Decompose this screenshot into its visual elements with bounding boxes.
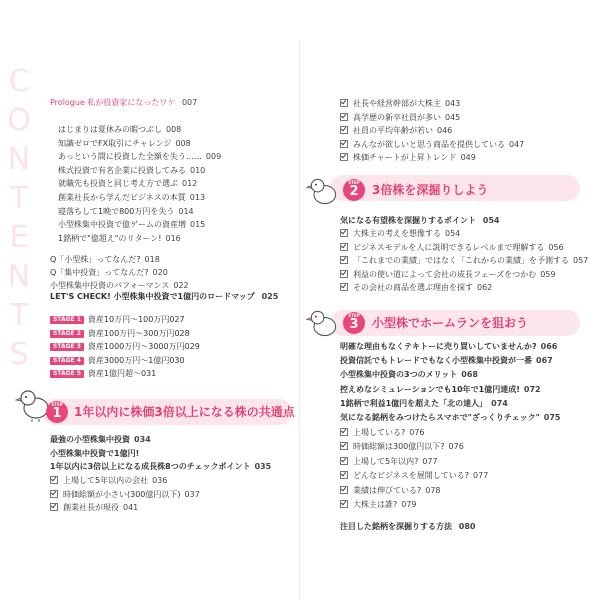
- checkbox-icon: [340, 442, 348, 450]
- step-number: 1: [52, 406, 62, 421]
- entry-page: 022: [173, 281, 189, 290]
- toc-entry: [58, 139, 191, 149]
- checkbox-icon: [340, 283, 348, 291]
- entry-label: 就職先も投資と同じ考え方で選ぶ: [58, 179, 178, 189]
- entry-page: 079: [401, 500, 417, 509]
- toc-check-entry: [340, 282, 492, 293]
- entry-label: 高学歴の新卒社員が多い: [353, 112, 441, 122]
- entry-page: 043: [445, 99, 461, 108]
- entry-label: 1銘柄で"億超え"のリターン!: [58, 233, 162, 243]
- step1-badge: [46, 401, 68, 423]
- entry-page: 012: [182, 179, 198, 189]
- entry-page: 077: [473, 471, 489, 481]
- entry-label: 「これまでの業績」ではなく「これからの業績」を予測する: [353, 256, 569, 266]
- step-number: 3: [349, 317, 359, 332]
- toc-entry: [340, 413, 560, 423]
- checkbox-icon: [50, 490, 58, 498]
- entry-page: 059: [540, 269, 556, 279]
- entry-label: 社員の平均年齢が若い: [353, 126, 433, 136]
- toc-check-entry: [340, 139, 524, 150]
- entry-label: 注目した銘柄を深掘りする方法: [340, 522, 452, 531]
- entry-page: 014: [178, 206, 194, 216]
- entry-page: 031: [140, 369, 157, 379]
- entry-page: 054: [482, 216, 500, 225]
- entry-page: 018: [144, 255, 160, 264]
- entry-page: 010: [190, 165, 206, 175]
- entry-label: 小型株集中投資で億ゲームの資産増: [58, 220, 186, 230]
- entry-page: 072: [523, 384, 541, 394]
- entry-label: 小型株集中投資で1億円!: [50, 448, 140, 458]
- entry-page: 037: [184, 489, 200, 499]
- entry-page: 075: [543, 413, 561, 422]
- entry-page: 066: [540, 342, 558, 351]
- toc-check-entry: [340, 242, 564, 253]
- entry-label: 上場して5年以内の会社: [63, 476, 149, 485]
- toc-check-entry: [340, 499, 417, 510]
- contents-watermark: CONTENTS: [7, 64, 33, 372]
- toc-check-entry: [340, 485, 441, 496]
- entry-label: 資産3000万円〜1億円: [87, 355, 170, 365]
- toc-entry-lets-check: [50, 292, 278, 302]
- page-gutter: [299, 40, 300, 600]
- entry-label: 資産10万円〜100万円: [87, 315, 170, 324]
- toc-entry: [340, 356, 553, 366]
- step-number: 2: [349, 184, 359, 199]
- entry-page: 016: [165, 233, 181, 243]
- entry-label: 上場して5年以内?: [353, 456, 419, 466]
- entry-label: その会社の商品を選ぶ理由を探す: [353, 283, 473, 293]
- toc-check-entry: [340, 427, 425, 438]
- entry-page: 036: [152, 476, 168, 485]
- entry-page: 076: [448, 442, 464, 452]
- entry-label: 1年以内に3倍以上になる成長株8つのチェックポイント: [50, 462, 251, 471]
- checkbox-icon: [340, 243, 348, 251]
- toc-entry: [58, 166, 205, 176]
- entry-page: 062: [477, 283, 493, 293]
- entry-label: ビジネスモデルを人に説明できるレベルまで理解する: [353, 242, 545, 252]
- toc-entry: [50, 435, 151, 445]
- checkbox-icon: [340, 126, 348, 134]
- entry-page: 049: [460, 153, 476, 163]
- toc-check-entry: [50, 475, 167, 486]
- checkbox-icon: [340, 229, 348, 237]
- entry-label: 小型株集中投資の3つのメリット: [340, 370, 458, 380]
- entry-label: LET'S CHECK! 小型株集中投資で1億円のロードマップ: [50, 292, 255, 301]
- entry-label: 小型株集中投資のパフォーマンス: [50, 281, 170, 290]
- toc-entry: [58, 234, 181, 244]
- entry-label: 投資信託でもトレードでもなく小型株集中投資が一番: [340, 356, 532, 366]
- entry-label: Prologue 私が投資家になったワケ: [50, 98, 176, 107]
- stage-tag: STAGE 4: [50, 357, 84, 365]
- entry-page: 013: [189, 193, 206, 202]
- entry-page: 057: [573, 256, 589, 266]
- toc-check-entry: [340, 98, 460, 109]
- entry-page: 078: [425, 485, 441, 495]
- toc-entry: [340, 342, 557, 352]
- entry-label: 大株主は誰?: [353, 500, 398, 509]
- entry-page: 029: [184, 342, 200, 352]
- toc-check-entry: [340, 441, 464, 452]
- toc-entry: [58, 125, 181, 135]
- entry-label: 業績は伸びている?: [353, 485, 422, 495]
- stage-entry: [50, 329, 190, 339]
- checkbox-icon: [340, 113, 348, 121]
- entry-label: 利益の使い道によって会社の成長フェーズをつかむ: [353, 269, 537, 279]
- entry-label: 知識ゼロでFX取引にチャレンジ: [58, 138, 172, 148]
- entry-label: はじまりは夏休みの暇つぶし: [58, 125, 162, 134]
- entry-label: 資産100万円〜300万円: [87, 328, 175, 338]
- step3-badge: [343, 312, 365, 334]
- toc-entry: [50, 462, 271, 472]
- entry-page: 035: [254, 462, 272, 471]
- checkbox-icon: [340, 486, 348, 494]
- step2-badge: [343, 179, 365, 201]
- toc-check-entry: [340, 125, 452, 136]
- step1-title: 1年以内に株価3倍以上になる株の共通点: [74, 405, 295, 419]
- entry-page: 047: [509, 139, 525, 149]
- entry-page: 025: [261, 292, 279, 301]
- entry-label: 気になる銘柄をみつけたらスマホで"ざっくりチェック": [340, 413, 540, 422]
- entry-label: 大株主の考えを想像する: [353, 229, 441, 238]
- step2-title: 3倍株を深掘りしよう: [372, 183, 489, 197]
- entry-page: 015: [190, 220, 206, 230]
- entry-label: 寝落ちして1晩で800万円を失う: [58, 206, 175, 216]
- entry-page: 074: [491, 398, 508, 408]
- entry-label: 時価総額が小さい(300億円以下): [63, 489, 181, 499]
- toc-check-entry: [340, 456, 438, 467]
- toc-entry: [50, 255, 160, 265]
- entry-label: 資産1億円超〜: [87, 369, 141, 379]
- entry-page: 054: [445, 229, 461, 238]
- checkbox-icon: [340, 99, 348, 107]
- entry-page: 009: [205, 152, 222, 162]
- entry-label: 株価チャートが上昇トレンド: [353, 153, 457, 163]
- entry-label: 明確な理由もなくテキトーに売り買いしていませんか?: [340, 342, 537, 351]
- entry-label: Q「小型株」ってなんだ?: [50, 255, 141, 264]
- entry-page: 056: [548, 242, 564, 252]
- entry-page: 034: [134, 435, 151, 444]
- entry-page: 030: [169, 355, 185, 365]
- entry-page: 077: [422, 456, 438, 466]
- toc-entry: [340, 370, 478, 380]
- checkbox-icon: [340, 500, 348, 508]
- checkbox-icon: [340, 153, 348, 161]
- toc-entry: [58, 179, 197, 189]
- toc-entry: [340, 399, 508, 409]
- step3-title: 小型株でホームランを狙おう: [372, 316, 529, 330]
- entry-page: 007: [181, 98, 198, 107]
- entry-label: 時価総額は300億円以下?: [353, 442, 445, 452]
- toc-entry: [58, 207, 194, 217]
- entry-page: 068: [461, 370, 478, 380]
- entry-label: 社長や経営幹部が大株主: [353, 99, 441, 108]
- checkbox-icon: [50, 476, 58, 484]
- toc-check-entry: [340, 269, 555, 280]
- checkbox-icon: [50, 503, 58, 511]
- entry-page: 027: [169, 315, 185, 324]
- entry-page: 020: [152, 268, 168, 277]
- toc-entry-prologue: [50, 98, 197, 108]
- toc-check-entry: [50, 502, 138, 513]
- checkbox-icon: [340, 270, 348, 278]
- checkbox-icon: [340, 256, 348, 264]
- stage-entry: [50, 315, 185, 325]
- bird-mascot-icon: [305, 306, 341, 340]
- checkbox-icon: [340, 428, 348, 436]
- toc-check-entry: [50, 489, 200, 500]
- toc-check-entry: [340, 228, 460, 239]
- entry-page: 046: [437, 126, 453, 136]
- entry-label: 1銘柄で利益1億円を超えた「北の達人」: [340, 398, 488, 408]
- step-word: STEP: [348, 313, 360, 318]
- entry-label: 気になる有望株を深掘りするポイント: [340, 216, 476, 225]
- entry-page: 028: [174, 328, 190, 338]
- entry-label: 創業社長が現役: [63, 503, 119, 513]
- stage-tag: STAGE 1: [50, 316, 84, 324]
- bird-mascot-icon: [305, 174, 341, 208]
- stage-entry: [50, 356, 185, 366]
- entry-label: みんなが欲しいと思う商品を提供している: [353, 139, 505, 149]
- toc-entry-closing: [340, 522, 476, 532]
- entry-page: 080: [458, 522, 476, 531]
- entry-label: 最強の小型株集中投資: [50, 435, 130, 444]
- toc-entry: [50, 281, 189, 291]
- entry-label: Q「集中投資」ってなんだ?: [50, 268, 149, 277]
- entry-page: 008: [175, 138, 191, 148]
- toc-check-entry: [340, 152, 476, 163]
- stage-tag: STAGE 5: [50, 370, 84, 378]
- entry-page: 008: [166, 125, 182, 134]
- stage-tag: STAGE 3: [50, 343, 84, 351]
- toc-entry: [58, 152, 221, 162]
- toc-check-entry: [340, 112, 460, 123]
- toc-entry: [50, 449, 143, 459]
- entry-label: 上場している?: [353, 428, 406, 437]
- stage-entry: [50, 342, 200, 352]
- entry-page: 076: [409, 428, 425, 437]
- entry-label: あっという間に投資した全額を失う……: [58, 152, 202, 162]
- entry-page: 067: [536, 356, 553, 366]
- entry-page: 041: [123, 503, 139, 513]
- toc-entry: [50, 268, 168, 278]
- entry-page: 045: [445, 112, 461, 122]
- entry-label: 控えめなシミュレーションでも10年で1億円達成!: [340, 384, 520, 394]
- checkbox-icon: [340, 457, 348, 465]
- step-word: STEP: [348, 180, 360, 185]
- toc-check-entry: [340, 470, 488, 481]
- stage-tag: STAGE 2: [50, 330, 84, 338]
- toc-entry: [58, 193, 205, 203]
- toc-entry-step2-lead: [340, 216, 500, 226]
- toc-entry: [340, 385, 541, 395]
- step-word: STEP: [51, 402, 63, 407]
- checkbox-icon: [340, 140, 348, 148]
- entry-label: 創業社長から学んだビジネスの本質: [58, 193, 186, 202]
- checkbox-icon: [340, 471, 348, 479]
- stage-entry: [50, 369, 156, 379]
- entry-label: 株式投資で有名企業に投資してみる: [58, 165, 186, 175]
- entry-label: どんなビジネスを展開している?: [353, 471, 470, 481]
- entry-label: 資産1000万円〜3000万円: [87, 342, 185, 352]
- toc-check-entry: [340, 255, 588, 266]
- toc-entry: [58, 220, 205, 230]
